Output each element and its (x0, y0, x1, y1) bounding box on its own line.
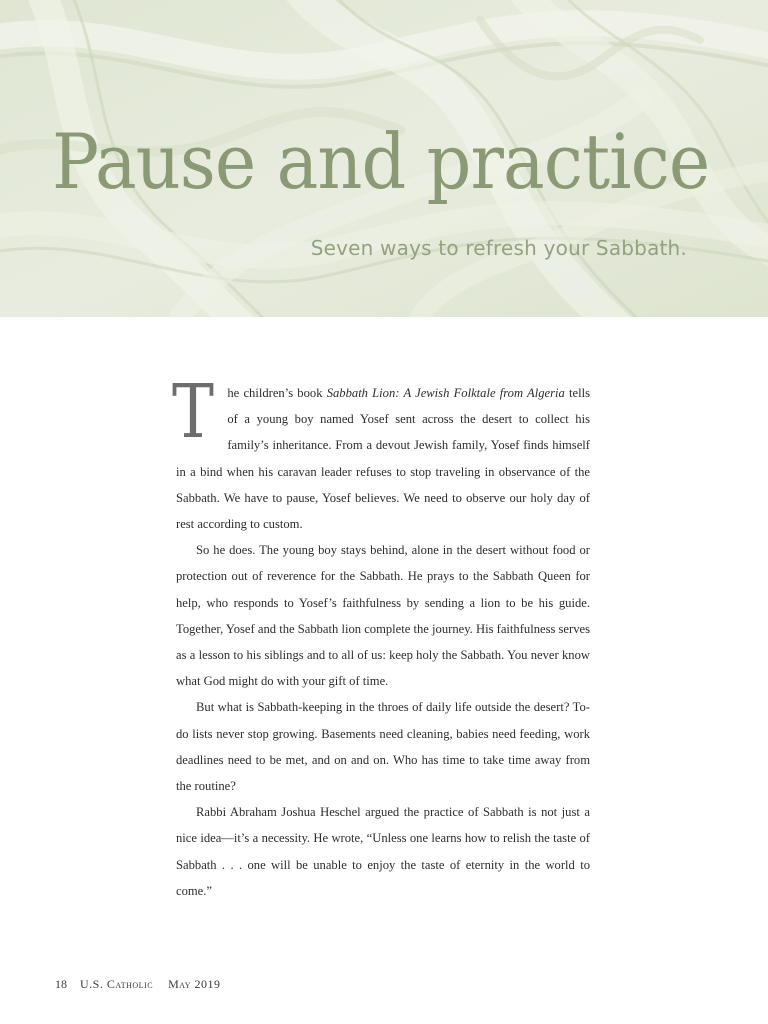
article-body (172, 369, 590, 904)
paragraph-lead-text: he children’s book (227, 386, 327, 400)
page-subtitle: Seven ways to refresh your Sabbath. (310, 236, 687, 260)
publication-name: U.S. Catholic (80, 977, 154, 991)
book-title: Sabbath Lion: A Jewish Folktale from Algeria (326, 386, 565, 400)
article-paragraph: Rabbi Abraham Joshua Heschel argued the practice of Sabbath is not just a nice idea—it’s a necessity. He wrote, “Unless one learns how to relish the taste of Sabbath . . . one will be unable to enjoy the taste of eternity in the world to come.” (176, 805, 590, 898)
page-title: Pause and practice (52, 117, 710, 206)
page-number: 18 (55, 977, 67, 991)
article-paragraph: But what is Sabbath-keeping in the throes of daily life outside the desert? To-do lists never stop growing. Basements need cleaning, babies need feeding, work deadlines need to be met, and on and on. Who has time to take time away from the routine? (176, 700, 590, 794)
header-banner (0, 0, 768, 317)
article-paragraph (172, 369, 590, 537)
issue-date: May 2019 (168, 977, 221, 991)
article-paragraph: So he does. The young boy stays behind, alone in the desert without food or protection out of reverence for the Sabbath. He prays to the Sabbath Queen for help, who responds to Yosef’s faithfulness by sending a lion to be his guide. Together, Yosef and the Sabbath lion complete the journey. His faithfulness serves as a lesson to his siblings and to all of us: keep holy the Sabbath. You never know what God might do with your gift of time. (176, 543, 590, 689)
paragraph-text: tells of a young boy named Yosef sent across the desert to collect his family’s inheritance. From a devout Jewish family, Yosef finds himself in a bind when his caravan leader refuses to stop traveling in observance of the Sabbath. We have to pause, Yosef believes. We need to observe our holy day of rest according to custom. (176, 386, 590, 532)
drop-cap: T (172, 369, 214, 455)
page-footer (55, 977, 221, 992)
